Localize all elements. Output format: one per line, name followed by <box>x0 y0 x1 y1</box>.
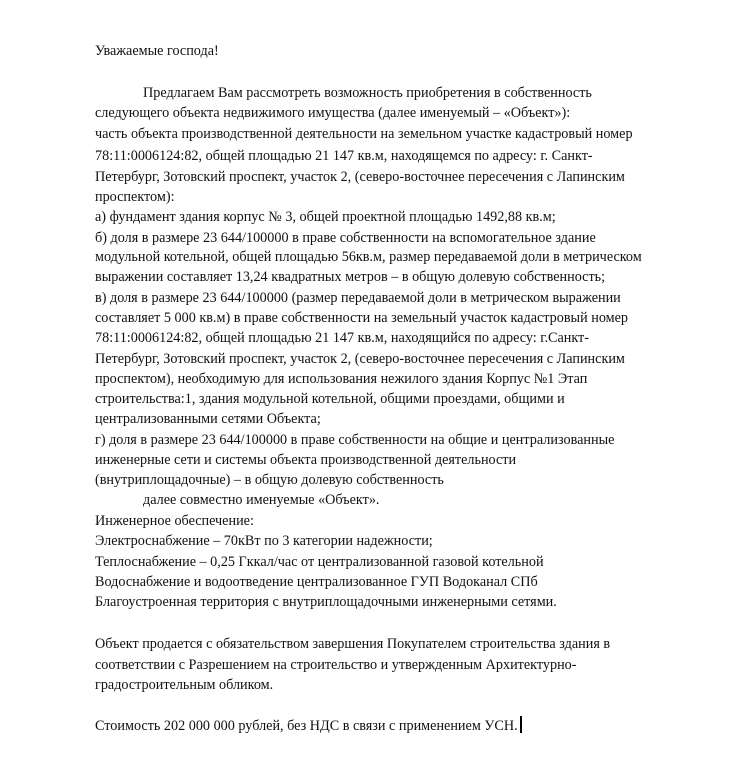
body-line: выражении составляет 13,24 квадратных метров – в общую долевую собственность; <box>95 269 606 285</box>
item-g: г) доля в размере 23 644/100000 в праве собственности на общие и централизованные <box>95 432 615 448</box>
body-line: часть объекта производственной деятельности на земельном участке кадастровый номер <box>95 126 633 142</box>
condition-line: соответствии с Разрешением на строительство и утвержденным Архитектурно- <box>95 657 577 673</box>
greeting: Уважаемые господа! <box>95 43 219 59</box>
body-line: модульной котельной, общей площадью 56кв.м, размер передаваемой доли в метрическом <box>95 249 642 265</box>
item-b: б) доля в размере 23 644/100000 в праве собственности на вспомогательное здание <box>95 230 596 246</box>
engineering-heading: Инженерное обеспечение: <box>95 513 254 529</box>
body-line: централизованными сетями Объекта; <box>95 411 321 427</box>
price-text: Стоимость 202 000 000 рублей, без НДС в связи с применением УСН. <box>95 718 518 734</box>
condition-line: Объект продается с обязательством завершения Покупателем строительства здания в <box>95 636 611 652</box>
text-cursor <box>520 716 522 733</box>
engineering-item: Водоснабжение и водоотведение централизованное ГУП Водоканал СПб <box>95 574 538 590</box>
engineering-item: Теплоснабжение – 0,25 Гккал/час от централизованной газовой котельной <box>95 554 544 570</box>
intro-line: следующего объекта недвижимого имущества (далее именуемый – «Объект»): <box>95 105 571 121</box>
body-line: Петербург, Зотовский проспект, участок 2, (северо-восточнее пересечения с Лапинским <box>95 351 625 367</box>
body-line: инженерные сети и системы объекта производственной деятельности <box>95 452 517 468</box>
joint-name-line: далее совместно именуемые «Объект». <box>143 492 380 508</box>
price-line <box>95 716 522 735</box>
body-line: проспектом), необходимую для использования нежилого здания Корпус №1 Этап <box>95 371 588 387</box>
engineering-item: Электроснабжение – 70кВт по 3 категории надежности; <box>95 533 433 549</box>
body-line: 78:11:0006124:82, общей площадью 21 147 кв.м, находящийся по адресу: г.Санкт- <box>95 330 589 346</box>
body-line: (внутриплощадочные) – в общую долевую собственность <box>95 472 444 488</box>
item-a: а) фундамент здания корпус № 3, общей проектной площадью 1492,88 кв.м; <box>95 209 556 225</box>
intro-line: Предлагаем Вам рассмотреть возможность приобретения в собственность <box>143 85 592 101</box>
body-line: проспектом): <box>95 189 175 205</box>
engineering-item: Благоустроенная территория с внутриплощадочными инженерными сетями. <box>95 594 557 610</box>
body-line: Петербург, Зотовский проспект, участок 2, (северо-восточнее пересечения с Лапинским <box>95 169 625 185</box>
body-line: строительства:1, здания модульной котельной, общими проездами, общими и <box>95 391 565 407</box>
condition-line: градостроительным обликом. <box>95 677 274 693</box>
body-line: составляет 5 000 кв.м) в праве собственности на земельный участок кадастровый номер <box>95 310 629 326</box>
item-v: в) доля в размере 23 644/100000 (размер передаваемой доли в метрическом выражении <box>95 290 621 306</box>
body-line: 78:11:0006124:82, общей площадью 21 147 кв.м, находящемся по адресу: г. Санкт- <box>95 148 593 164</box>
